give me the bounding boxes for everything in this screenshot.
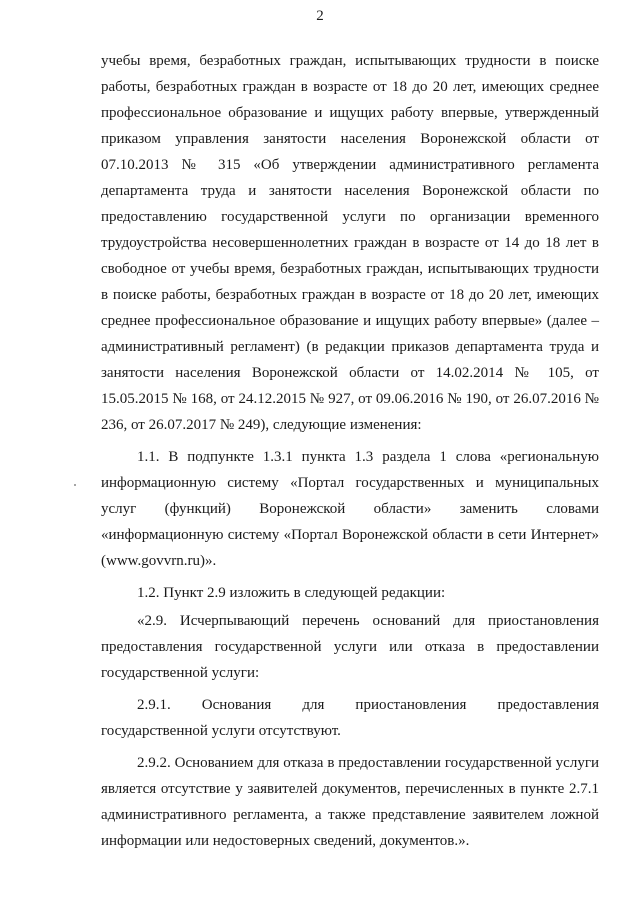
paragraph-item-2-9-2: 2.9.2. Основанием для отказа в предоставлении государственной услуги является отсутствие у заявителей документов, перечисленных в пункте 2.7.1 административного регламента, а также представление заявителем ложной информации или недостоверных сведений, документов.». xyxy=(101,755,599,849)
paragraph-item-2-9: «2.9. Исчерпывающий перечень оснований для приостановления предоставления государственной услуги или отказа в предоставлении государственной услуги: xyxy=(101,613,599,681)
paragraph-item-2-9-1: 2.9.1. Основания для приостановления предоставления государственной услуги отсутствуют. xyxy=(101,697,599,739)
document-body xyxy=(101,48,599,854)
paragraph-item-1-2: 1.2. Пункт 2.9 изложить в следующей редакции: xyxy=(137,585,446,601)
page-number: 2 xyxy=(316,8,324,24)
paragraph-item-1-1: 1.1. В подпункте 1.3.1 пункта 1.3 раздела 1 слова «региональную информационную систему «Портал государственных и муниципальных услуг (функций) Воронежской области» заменить словами «информационную систему «Портал Воронежской области в сети Интернет» (www.govvrn.ru)». xyxy=(101,449,599,569)
paragraph-continuation: учебы время, безработных граждан, испытывающих трудности в поиске работы, безработных граждан в возрасте от 18 до 20 лет, имеющих среднее профессиональное образование и ищущих работу впервые, утвержденный приказом управления занятости населения Воронежской области от 07.10.2013 № 315 «Об утверждении административного регламента департамента труда и занятости населения Воронежской области по предоставлению государственной услуги по организации временного трудоустройства несовершеннолетних граждан в возрасте от 14 до 18 лет в свободное от учебы время, безработных граждан, испытывающих трудности в поиске работы, безработных граждан в возрасте от 18 до 20 лет, имеющих среднее профессиональное образование и ищущих работу впервые» (далее – административный регламент) (в редакции приказов департамента труда и занятости населения Воронежской области от 14.02.2014 № 105, от 15.05.2015 № 168, от 24.12.2015 № 927, от 09.06.2016 № 190, от 26.07.2016 № 236, от 26.07.2017 № 249), следующие изменения: xyxy=(101,53,599,433)
scan-speck xyxy=(74,484,76,486)
